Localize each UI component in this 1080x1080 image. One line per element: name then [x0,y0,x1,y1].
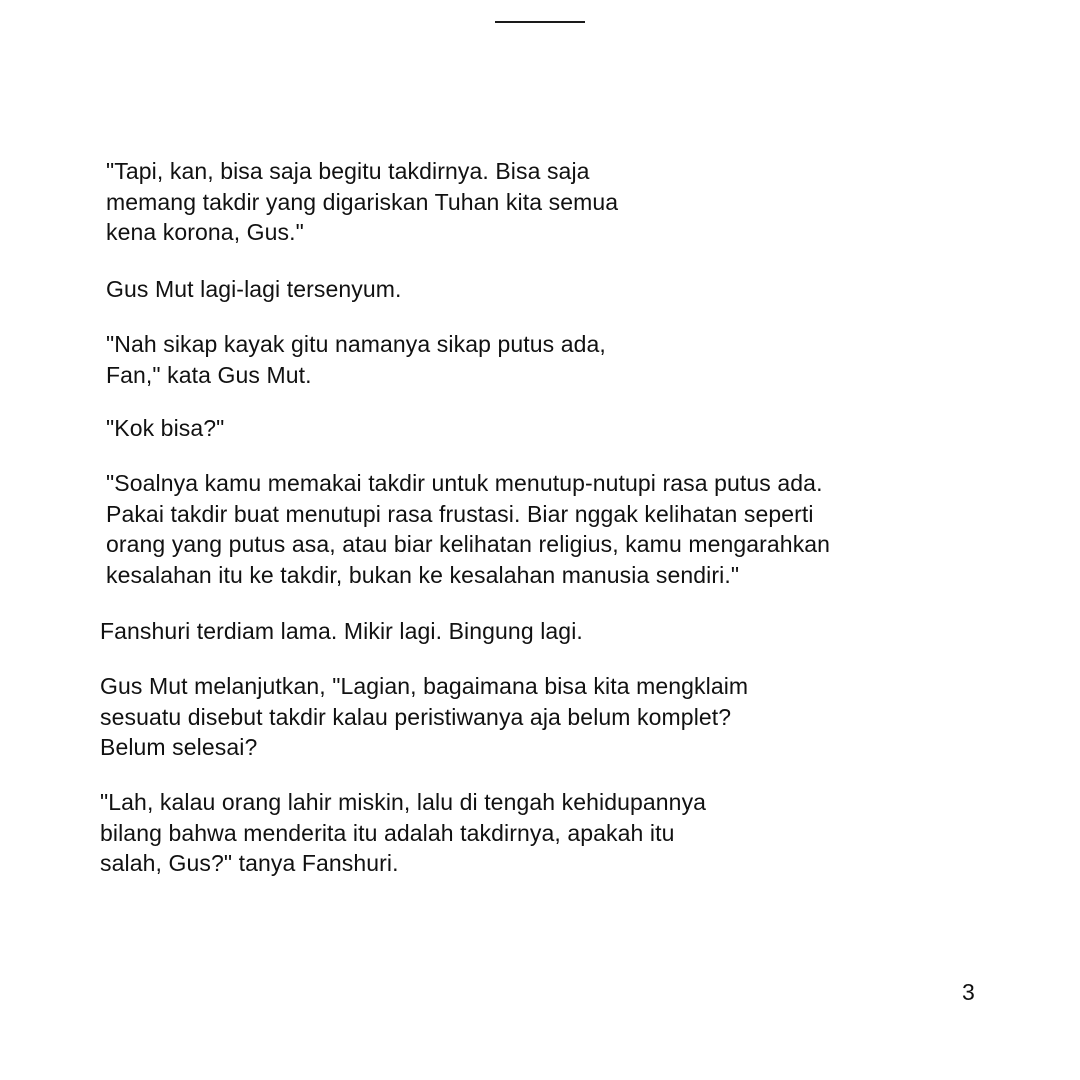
text-line: Gus Mut lagi-lagi tersenyum. [106,276,402,302]
text-line: "Tapi, kan, bisa saja begitu takdirnya. Bisa saja [106,158,590,184]
text-line: bilang bahwa menderita itu adalah takdirnya, apakah itu [100,819,675,846]
text-line: "Soalnya kamu memakai takdir untuk menutup-nutupi rasa putus ada. [106,470,823,496]
paragraph-8 [100,787,706,879]
paragraph-6 [100,616,583,647]
paragraph-5 [106,468,830,590]
page-number: 3 [962,979,975,1005]
paragraph-4 [106,413,224,444]
text-line: Pakai takdir buat menutupi rasa frustasi. Biar nggak kelihatan seperti [106,500,814,527]
text-line: "Kok bisa?" [106,415,225,441]
text-line: "Lah, kalau orang lahir miskin, lalu di tengah kehidupannya [100,789,707,815]
text-line: memang takdir yang digariskan Tuhan kita semua [106,188,619,215]
text-line: salah, Gus?" tanya Fanshuri. [100,850,399,876]
text-line: Fanshuri terdiam lama. Mikir lagi. Bingung lagi. [100,618,583,644]
top-divider-line [495,21,585,23]
text-line: sesuatu disebut takdir kalau peristiwanya aja belum komplet? [100,703,732,730]
paragraph-2 [106,274,402,305]
paragraph-1 [106,156,618,248]
paragraph-7 [100,671,748,763]
text-line: orang yang putus asa, atau biar kelihatan religius, kamu mengarahkan [106,531,831,557]
text-line: kena korona, Gus." [106,219,304,245]
paragraph-3 [106,329,606,390]
text-line: Fan," kata Gus Mut. [106,361,312,388]
text-line: Belum selesai? [100,734,258,760]
text-line: Gus Mut melanjutkan, "Lagian, bagaimana bisa kita mengklaim [100,673,749,699]
text-line: "Nah sikap kayak gitu namanya sikap putus ada, [106,331,606,357]
text-line: kesalahan itu ke takdir, bukan ke kesalahan manusia sendiri." [106,561,740,588]
